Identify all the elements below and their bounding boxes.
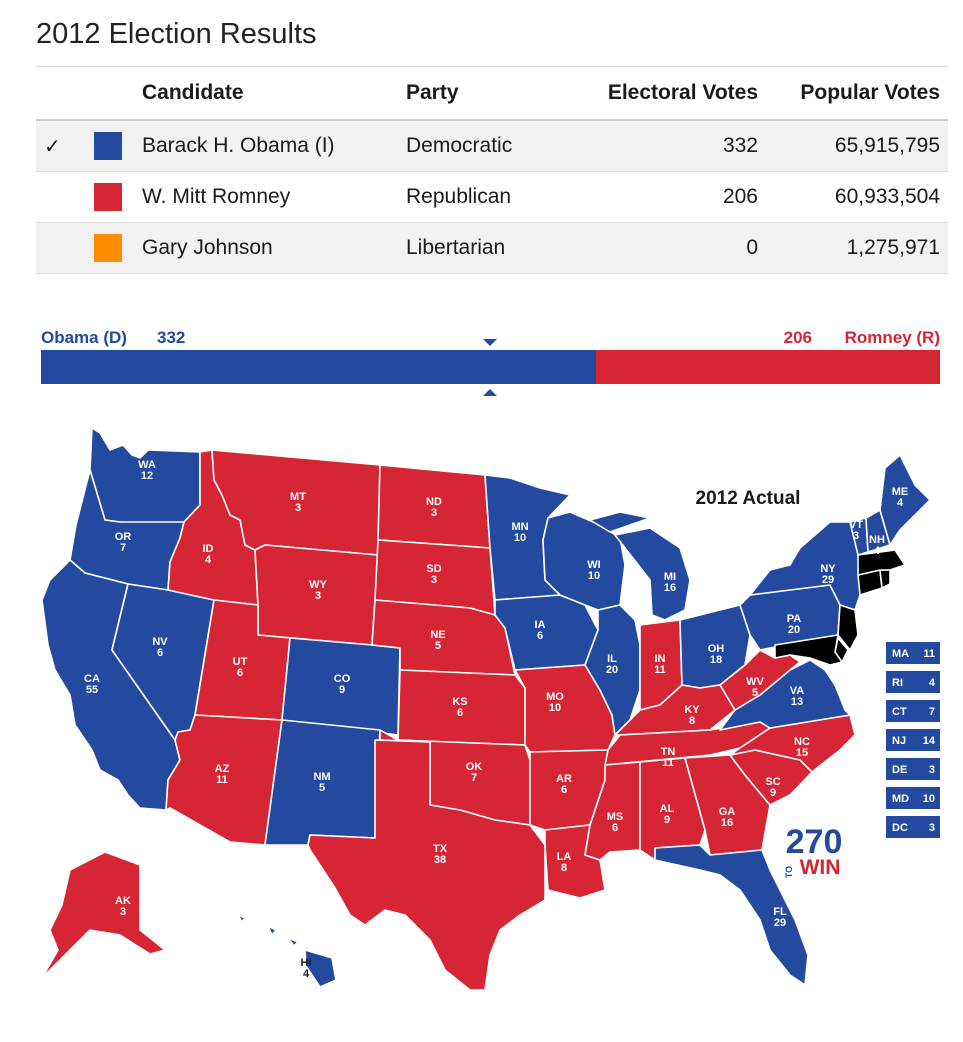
state-label-or: OR	[114, 531, 132, 543]
state-ev-oh: 18	[709, 654, 723, 666]
state-ev-mt: 3	[294, 502, 302, 514]
small-state-box-dc[interactable]	[886, 816, 940, 838]
candidate-name: Barack H. Obama (I)	[141, 120, 405, 172]
state-ev-ok: 7	[470, 772, 478, 784]
state-ev-mn: 10	[513, 532, 527, 544]
state-ev-nv: 6	[156, 647, 164, 659]
state-label-ut: UT	[232, 656, 248, 668]
state-label-ak: AK	[115, 895, 131, 907]
state-ev-hi: 4	[302, 968, 310, 980]
candidate-popular-votes: 60,933,504	[762, 172, 948, 223]
state-label-sc: SC	[765, 776, 781, 788]
270towin-logo	[784, 823, 842, 879]
candidate-electoral-votes: 332	[557, 120, 762, 172]
state-ev-nc: 15	[795, 747, 809, 759]
candidate-popular-votes: 65,915,795	[762, 120, 948, 172]
small-states-legend	[886, 642, 940, 838]
candidate-popular-votes: 1,275,971	[762, 223, 948, 274]
logo-win: WIN	[799, 856, 841, 879]
party-color-swatch	[94, 183, 122, 211]
state-label-az: AZ	[214, 763, 230, 775]
state-ev-vt: 3	[852, 530, 860, 542]
state-ev-pa: 20	[787, 624, 801, 636]
state-ev-tn: 11	[662, 757, 674, 769]
header-party[interactable]: Party	[405, 67, 557, 121]
state-ev-la: 8	[560, 862, 568, 874]
state-ev-ut: 6	[236, 667, 244, 679]
state-label-wa: WA	[138, 459, 156, 471]
state-ev-ia: 6	[536, 630, 544, 642]
state-ev-nm: 5	[318, 782, 326, 794]
bar-right-label: Romney (R)	[844, 328, 940, 347]
small-state-ev: 4	[928, 677, 935, 689]
candidate-party: Libertarian	[405, 223, 557, 274]
state-ev-tx: 38	[433, 854, 447, 866]
state-ev-ak: 3	[119, 906, 127, 918]
small-state-abbr: NJ	[892, 735, 907, 747]
small-state-ev: 3	[928, 822, 935, 834]
state-ev-ga: 16	[720, 817, 734, 829]
state-label-fl: FL	[773, 906, 787, 918]
state-label-in: IN	[654, 653, 666, 665]
candidate-party: Democratic	[405, 120, 557, 172]
candidate-party: Republican	[405, 172, 557, 223]
state-label-nv: NV	[152, 636, 168, 648]
state-ev-or: 7	[119, 542, 127, 554]
state-ev-ar: 6	[560, 784, 568, 796]
logo-number: 270	[785, 823, 843, 861]
candidate-electoral-votes: 0	[557, 223, 762, 274]
state-ev-ne: 5	[434, 640, 442, 652]
bar-270-marker-bottom-icon	[483, 389, 497, 396]
party-color-swatch	[94, 132, 122, 160]
bar-democratic-segment	[41, 350, 596, 384]
electoral-map-widget	[0, 290, 963, 1037]
winner-check-icon	[36, 223, 93, 274]
state-ri[interactable]	[880, 570, 890, 588]
state-ev-co: 9	[338, 684, 346, 696]
state-label-nc: NC	[794, 736, 810, 748]
state-ev-mi: 16	[663, 582, 677, 594]
state-label-al: AL	[659, 803, 675, 815]
state-label-ky: KY	[684, 704, 700, 716]
header-electoral-votes[interactable]: Electoral Votes	[557, 67, 762, 121]
state-ev-nh: 4	[873, 545, 881, 557]
state-label-wi: WI	[587, 559, 601, 571]
state-label-nd: ND	[426, 496, 442, 508]
state-hi[interactable]	[238, 915, 336, 987]
small-state-ev: 3	[928, 764, 935, 776]
state-label-ks: KS	[452, 696, 468, 708]
state-label-wy: WY	[309, 579, 327, 591]
state-ev-il: 20	[605, 664, 619, 676]
electoral-vote-bar	[41, 328, 940, 396]
state-ev-ky: 8	[688, 715, 696, 727]
state-label-ny: NY	[820, 563, 836, 575]
small-state-ev: 14	[922, 735, 935, 747]
winner-check-icon	[36, 172, 93, 223]
state-label-me: ME	[891, 486, 909, 498]
state-label-ne: NE	[430, 629, 446, 641]
state-label-mo: MO	[546, 691, 564, 703]
state-ev-sc: 9	[769, 787, 777, 799]
us-states-map	[42, 428, 930, 990]
small-state-box-md[interactable]	[886, 787, 940, 809]
small-state-box-ma[interactable]	[886, 642, 940, 664]
small-state-box-nj[interactable]	[886, 729, 940, 751]
table-row	[36, 120, 948, 172]
state-ev-wi: 10	[587, 570, 601, 582]
state-ev-id: 4	[204, 554, 212, 566]
small-state-ev: 10	[922, 793, 935, 805]
table-header-row	[36, 67, 948, 121]
candidate-electoral-votes: 206	[557, 172, 762, 223]
page-title: 2012 Election Results	[36, 18, 317, 50]
candidate-name: W. Mitt Romney	[141, 172, 405, 223]
state-label-wv: WV	[746, 676, 764, 688]
state-label-ok: OK	[465, 761, 483, 773]
winner-check-icon: ✓	[36, 120, 93, 172]
state-label-vt: VT	[848, 519, 864, 531]
state-label-tn: TN	[660, 746, 676, 758]
state-ev-ca: 55	[85, 684, 99, 696]
state-label-tx: TX	[432, 843, 448, 855]
state-label-mn: MN	[511, 521, 529, 533]
small-state-box-de[interactable]	[886, 758, 940, 780]
state-label-nm: NM	[313, 771, 331, 783]
state-ev-ks: 6	[456, 707, 464, 719]
small-state-abbr: DE	[892, 764, 908, 776]
header-swatch	[93, 67, 141, 121]
state-label-va: VA	[789, 685, 805, 697]
state-label-nh: NH	[869, 534, 885, 546]
state-label-sd: SD	[426, 563, 442, 575]
state-label-co: CO	[333, 673, 351, 685]
bar-right-value: 206	[783, 328, 812, 347]
state-label-ca: CA	[84, 673, 100, 685]
state-ev-va: 13	[790, 696, 804, 708]
small-state-abbr: MA	[892, 648, 910, 660]
small-state-abbr: MD	[892, 793, 910, 805]
state-ev-az: 11	[216, 774, 228, 786]
state-label-pa: PA	[786, 613, 802, 625]
header-popular-votes[interactable]: Popular Votes	[762, 67, 948, 121]
state-ev-fl: 29	[773, 917, 787, 929]
results-table	[36, 66, 948, 274]
state-ev-nd: 3	[430, 507, 438, 519]
state-ev-sd: 3	[430, 574, 438, 586]
party-color-swatch	[94, 234, 122, 262]
table-row	[36, 172, 948, 223]
small-state-box-ri[interactable]	[886, 671, 940, 693]
candidate-name: Gary Johnson	[141, 223, 405, 274]
state-label-ms: MS	[606, 811, 624, 823]
small-state-abbr: CT	[892, 706, 907, 718]
header-check	[36, 67, 93, 121]
map-title: 2012 Actual	[695, 488, 801, 509]
state-ev-wa: 12	[140, 470, 154, 482]
state-label-il: IL	[607, 653, 617, 665]
small-state-ev: 7	[928, 706, 935, 718]
state-label-mi: MI	[663, 571, 677, 583]
state-ev-me: 4	[896, 497, 904, 509]
state-label-la: LA	[556, 851, 572, 863]
state-label-ar: AR	[556, 773, 572, 785]
state-label-hi: HI	[300, 957, 312, 969]
small-state-ev: 11	[923, 648, 935, 660]
header-candidate[interactable]: Candidate	[141, 67, 405, 121]
small-state-abbr: RI	[892, 677, 903, 689]
small-state-abbr: DC	[892, 822, 908, 834]
state-label-ia: IA	[534, 619, 546, 631]
state-ev-in: 11	[654, 664, 666, 676]
state-ev-wy: 3	[314, 590, 322, 602]
table-row	[36, 223, 948, 274]
state-ev-ms: 6	[611, 822, 619, 834]
bar-270-marker-top-icon	[483, 339, 497, 346]
state-label-mt: MT	[290, 491, 306, 503]
state-ev-al: 9	[663, 814, 671, 826]
state-ev-ny: 29	[821, 574, 835, 586]
state-label-oh: OH	[707, 643, 725, 655]
bar-left-value: 332	[157, 328, 186, 347]
state-label-id: ID	[202, 543, 214, 555]
state-ak[interactable]	[42, 852, 165, 978]
state-label-ga: GA	[718, 806, 736, 818]
state-ev-wv: 5	[751, 687, 759, 699]
bar-left-label: Obama (D)	[41, 328, 127, 347]
small-state-box-ct[interactable]	[886, 700, 940, 722]
logo-to: TO	[784, 865, 794, 879]
state-ev-mo: 10	[548, 702, 562, 714]
state-me[interactable]	[880, 455, 930, 545]
